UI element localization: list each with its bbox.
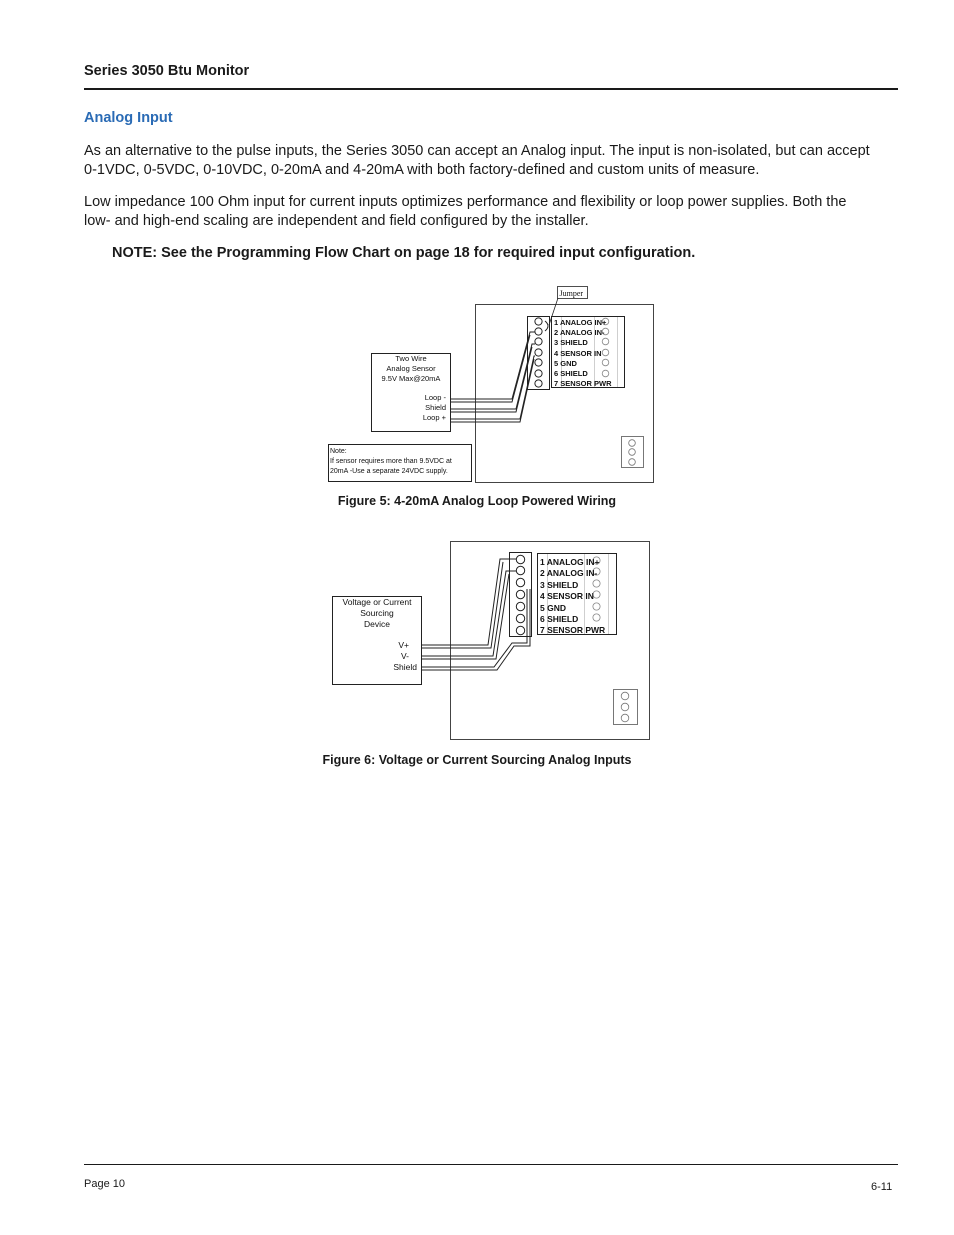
fig6-terminal-label: 2 ANALOG IN- — [540, 568, 598, 578]
fig6-terminal-label: 7 SENSOR PWR — [540, 625, 606, 635]
fig5-sensor-terminal: Loop - — [424, 393, 446, 402]
fig5-terminal-label: 6 SHIELD — [554, 369, 588, 378]
fig5-terminal-screw — [535, 349, 542, 356]
fig5-jumper-wire — [545, 321, 548, 331]
fig6-terminal-screw — [516, 555, 524, 563]
fig6-terminal-label: 1 ANALOG IN+ — [540, 557, 600, 567]
fig6-device-title-line: Device — [364, 619, 390, 629]
fig6-terminal-screw — [516, 566, 524, 574]
section-page-number: 6-11 — [871, 1181, 893, 1193]
page-header-title: Series 3050 Btu Monitor — [84, 63, 250, 79]
fig6-device-terminal: Shield — [393, 662, 417, 672]
fig6-device-terminal: V- — [400, 651, 409, 661]
fig5-terminal-screw — [535, 338, 542, 345]
fig5-sensor-terminal: Loop + — [422, 413, 446, 422]
fig6-terminal-label: 6 SHIELD — [540, 614, 579, 624]
section-title: Analog Input — [84, 110, 173, 126]
fig6-terminal-label: 3 SHIELD — [540, 580, 579, 590]
fig5-terminal-label: 2 ANALOG IN- — [554, 328, 605, 337]
fig6-terminal-screw — [516, 578, 524, 586]
fig6-device-title-line: Sourcing — [360, 608, 394, 618]
fig5-terminal-label: 4 SENSOR IN — [554, 349, 602, 358]
fig5-terminal-screw — [535, 380, 542, 387]
fig5-note-line: Note: — [330, 448, 347, 455]
fig5-terminal-label: 5 GND — [554, 359, 577, 368]
figure-5-caption: Figure 5: 4-20mA Analog Loop Powered Wiring — [337, 494, 617, 508]
fig5-sensor-title-line: 9.5V Max@20mA — [381, 374, 441, 383]
fig5-terminal-label: 3 SHIELD — [554, 338, 588, 347]
paragraph-2-line-2: low- and high-end scaling are independent and field configured by the installer. — [84, 213, 589, 229]
fig5-jumper-label: Jumper — [559, 289, 584, 298]
programming-note: NOTE: See the Programming Flow Chart on page 18 for required input configuration. — [112, 245, 696, 261]
fig5-terminal-screw — [535, 359, 542, 366]
fig5-terminal-screw — [535, 318, 542, 325]
figure-6-caption: Figure 6: Voltage or Current Sourcing Analog Inputs — [322, 753, 632, 767]
paragraph-1-line-1: As an alternative to the pulse inputs, the Series 3050 can accept an Analog input. The input is non-isolated, but can accept — [84, 143, 870, 159]
fig5-terminal-label: 7 SENSOR PWR — [554, 379, 612, 388]
fig6-terminal-label: 4 SENSOR IN — [540, 591, 594, 601]
fig5-sensor-terminal: Shield — [425, 403, 446, 412]
fig5-terminal-screw — [535, 328, 542, 335]
fig6-terminal-screw — [516, 626, 524, 634]
fig5-note-line: 20mA -Use a separate 24VDC supply. — [330, 468, 448, 475]
fig6-device-terminal: V+ — [398, 640, 409, 650]
fig6-terminal-screw — [516, 614, 524, 622]
fig6-device-title-line: Voltage or Current — [342, 597, 412, 607]
fig5-terminal-screw — [535, 370, 542, 377]
fig5-terminal-label: 1 ANALOG IN+ — [554, 318, 607, 327]
fig5-note-line: If sensor requires more than 9.5VDC at — [330, 458, 452, 465]
paragraph-2-line-1: Low impedance 100 Ohm input for current inputs optimizes performance and flexibility or loop power supplies. Both the — [84, 194, 847, 210]
fig5-sensor-title-line: Two Wire — [395, 354, 427, 363]
fig5-wiring — [450, 332, 535, 422]
fig6-wiring — [421, 559, 530, 670]
page-number: Page 10 — [84, 1178, 125, 1190]
fig6-terminal-screw — [516, 602, 524, 610]
paragraph-1-line-2: 0-1VDC, 0-5VDC, 0-10VDC, 0-20mA and 4-20mA with both factory-defined and custom units of measure. — [84, 162, 760, 178]
fig6-terminal-label: 5 GND — [540, 603, 566, 613]
fig5-sensor-title-line: Analog Sensor — [386, 364, 436, 373]
footer-rule — [84, 1164, 898, 1165]
fig6-terminal-screw — [516, 590, 524, 598]
